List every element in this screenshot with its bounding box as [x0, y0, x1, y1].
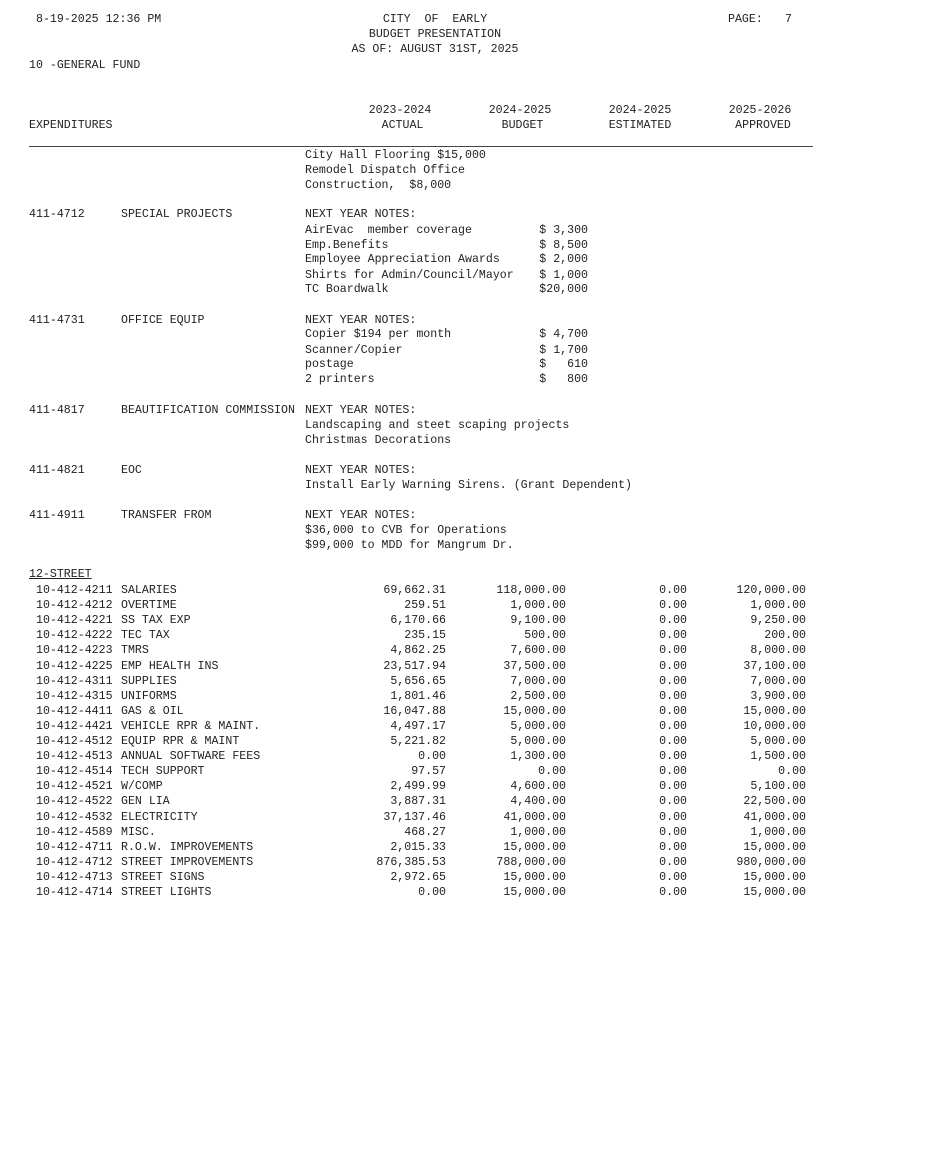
- cell-budget: 9,100.00: [510, 614, 566, 627]
- note-amount: $ 4,700: [539, 328, 588, 341]
- note-amount: $ 610: [539, 358, 588, 371]
- note-line: Scanner/Copier: [305, 344, 403, 357]
- cell-approved: 15,000.00: [743, 841, 806, 854]
- cell-approved: 200.00: [764, 629, 806, 642]
- note-line: Employee Appreciation Awards: [305, 253, 500, 266]
- cell-estimated: 0.00: [659, 750, 687, 763]
- cell-code: 10-412-4221: [36, 614, 113, 627]
- cell-budget: 1,000.00: [510, 826, 566, 839]
- cell-estimated: 0.00: [659, 720, 687, 733]
- note-line: 2 printers: [305, 373, 375, 386]
- page-number: 7: [785, 13, 792, 26]
- cell-approved: 37,100.00: [743, 660, 806, 673]
- note-line: TC Boardwalk: [305, 283, 389, 296]
- cell-code: 10-412-4714: [36, 886, 113, 899]
- cell-budget: 4,600.00: [510, 780, 566, 793]
- cell-actual: 2,972.65: [390, 871, 446, 884]
- cell-estimated: 0.00: [659, 765, 687, 778]
- cell-code: 10-412-4521: [36, 780, 113, 793]
- cell-actual: 876,385.53: [376, 856, 446, 869]
- note-line: Emp.Benefits: [305, 239, 389, 252]
- fund-label: 10 -GENERAL FUND: [29, 59, 141, 72]
- cell-code: 10-412-4311: [36, 675, 113, 688]
- account-code: 411-4731: [29, 314, 85, 327]
- cell-estimated: 0.00: [659, 795, 687, 808]
- cell-budget: 2,500.00: [510, 690, 566, 703]
- cell-budget: 1,000.00: [510, 599, 566, 612]
- cell-actual: 97.57: [411, 765, 446, 778]
- city-title: CITY OF EARLY: [382, 13, 488, 26]
- cell-actual: 23,517.94: [383, 660, 446, 673]
- account-name: OFFICE EQUIP: [121, 314, 205, 327]
- cell-estimated: 0.00: [659, 629, 687, 642]
- cell-code: 10-412-4315: [36, 690, 113, 703]
- cell-name: TEC TAX: [121, 629, 170, 642]
- cell-code: 10-412-4513: [36, 750, 113, 763]
- cell-name: SALARIES: [121, 584, 177, 597]
- account-code: 411-4821: [29, 464, 85, 477]
- cell-approved: 1,000.00: [750, 826, 806, 839]
- cell-code: 10-412-4713: [36, 871, 113, 884]
- notes-heading: NEXT YEAR NOTES:: [305, 314, 417, 327]
- account-code: 411-4817: [29, 404, 85, 417]
- account-name: EOC: [121, 464, 142, 477]
- cell-actual: 5,221.82: [390, 735, 446, 748]
- note-line: Christmas Decorations: [305, 434, 452, 447]
- note-line: $36,000 to CVB for Operations: [305, 524, 507, 537]
- cell-estimated: 0.00: [659, 690, 687, 703]
- note-line: Install Early Warning Sirens. (Grant Dependent): [305, 479, 632, 492]
- cell-actual: 4,497.17: [390, 720, 446, 733]
- note-amount: $ 800: [539, 373, 588, 386]
- cell-name: SUPPLIES: [121, 675, 177, 688]
- cell-budget: 15,000.00: [503, 886, 566, 899]
- note-amount: $ 2,000: [539, 253, 588, 266]
- cell-budget: 0.00: [538, 765, 566, 778]
- note-line: Copier $194 per month: [305, 328, 452, 341]
- cell-approved: 15,000.00: [743, 705, 806, 718]
- cell-budget: 5,000.00: [510, 735, 566, 748]
- cell-code: 10-412-4514: [36, 765, 113, 778]
- cell-actual: 1,801.46: [390, 690, 446, 703]
- notes-heading: NEXT YEAR NOTES:: [305, 208, 417, 221]
- cell-approved: 0.00: [778, 765, 806, 778]
- header-divider: [29, 146, 813, 147]
- cell-budget: 5,000.00: [510, 720, 566, 733]
- cell-actual: 6,170.66: [390, 614, 446, 627]
- note-line: Remodel Dispatch Office: [305, 164, 466, 177]
- cell-estimated: 0.00: [659, 599, 687, 612]
- cell-code: 10-412-4712: [36, 856, 113, 869]
- cell-budget: 1,300.00: [510, 750, 566, 763]
- cell-budget: 7,000.00: [510, 675, 566, 688]
- col-estimated-year: 2024-2025: [608, 104, 672, 117]
- cell-budget: 500.00: [524, 629, 566, 642]
- cell-budget: 15,000.00: [503, 871, 566, 884]
- col-approved-year: 2025-2026: [728, 104, 792, 117]
- cell-estimated: 0.00: [659, 886, 687, 899]
- cell-approved: 10,000.00: [743, 720, 806, 733]
- report-datetime: 8-19-2025 12:36 PM: [36, 13, 162, 26]
- cell-code: 10-412-4411: [36, 705, 113, 718]
- cell-estimated: 0.00: [659, 675, 687, 688]
- account-code: 411-4712: [29, 208, 85, 221]
- cell-code: 10-412-4589: [36, 826, 113, 839]
- cell-approved: 120,000.00: [736, 584, 806, 597]
- cell-estimated: 0.00: [659, 871, 687, 884]
- cell-name: OVERTIME: [121, 599, 177, 612]
- cell-budget: 37,500.00: [503, 660, 566, 673]
- cell-approved: 1,000.00: [750, 599, 806, 612]
- cell-name: STREET SIGNS: [121, 871, 205, 884]
- cell-approved: 15,000.00: [743, 886, 806, 899]
- note-amount: $ 1,000: [539, 269, 588, 282]
- cell-actual: 37,137.46: [383, 811, 446, 824]
- note-amount: $ 1,700: [539, 344, 588, 357]
- cell-code: 10-412-4211: [36, 584, 113, 597]
- cell-budget: 15,000.00: [503, 841, 566, 854]
- cell-approved: 5,000.00: [750, 735, 806, 748]
- cell-budget: 4,400.00: [510, 795, 566, 808]
- cell-estimated: 0.00: [659, 826, 687, 839]
- cell-estimated: 0.00: [659, 660, 687, 673]
- cell-actual: 2,015.33: [390, 841, 446, 854]
- account-name: SPECIAL PROJECTS: [121, 208, 233, 221]
- note-line: postage: [305, 358, 354, 371]
- cell-name: STREET LIGHTS: [121, 886, 212, 899]
- cell-approved: 22,500.00: [743, 795, 806, 808]
- cell-estimated: 0.00: [659, 705, 687, 718]
- cell-budget: 7,600.00: [510, 644, 566, 657]
- cell-name: UNIFORMS: [121, 690, 177, 703]
- note-amount: $20,000: [539, 283, 588, 296]
- cell-estimated: 0.00: [659, 841, 687, 854]
- cell-approved: 3,900.00: [750, 690, 806, 703]
- cell-approved: 9,250.00: [750, 614, 806, 627]
- note-line: City Hall Flooring $15,000: [305, 149, 486, 162]
- col-approved-label: APPROVED: [735, 119, 791, 132]
- cell-estimated: 0.00: [659, 811, 687, 824]
- cell-estimated: 0.00: [659, 856, 687, 869]
- cell-estimated: 0.00: [659, 614, 687, 627]
- cell-code: 10-412-4421: [36, 720, 113, 733]
- cell-name: EMP HEALTH INS: [121, 660, 219, 673]
- cell-approved: 7,000.00: [750, 675, 806, 688]
- cell-actual: 259.51: [404, 599, 446, 612]
- note-amount: $ 3,300: [539, 224, 588, 237]
- cell-name: SS TAX EXP: [121, 614, 191, 627]
- report-date: AS OF: AUGUST 31ST, 2025: [351, 43, 519, 56]
- cell-name: GEN LIA: [121, 795, 170, 808]
- cell-approved: 8,000.00: [750, 644, 806, 657]
- expenditures-label: EXPENDITURES: [29, 119, 113, 132]
- cell-actual: 468.27: [404, 826, 446, 839]
- cell-budget: 788,000.00: [496, 856, 566, 869]
- report-title: BUDGET PRESENTATION: [368, 28, 502, 41]
- cell-actual: 2,499.99: [390, 780, 446, 793]
- note-line: Landscaping and steet scaping projects: [305, 419, 570, 432]
- cell-approved: 15,000.00: [743, 871, 806, 884]
- cell-name: R.O.W. IMPROVEMENTS: [121, 841, 254, 854]
- cell-code: 10-412-4222: [36, 629, 113, 642]
- notes-heading: NEXT YEAR NOTES:: [305, 404, 417, 417]
- cell-name: W/COMP: [121, 780, 163, 793]
- cell-name: EQUIP RPR & MAINT: [121, 735, 240, 748]
- cell-estimated: 0.00: [659, 644, 687, 657]
- department-title: 12-STREET: [29, 568, 92, 581]
- cell-name: VEHICLE RPR & MAINT.: [121, 720, 261, 733]
- note-line: Shirts for Admin/Council/Mayor: [305, 269, 514, 282]
- col-estimated-label: ESTIMATED: [608, 119, 672, 132]
- page-label: PAGE:: [728, 13, 763, 26]
- cell-code: 10-412-4711: [36, 841, 113, 854]
- col-actual-year: 2023-2024: [368, 104, 432, 117]
- cell-actual: 0.00: [418, 750, 446, 763]
- cell-code: 10-412-4532: [36, 811, 113, 824]
- cell-actual: 4,862.25: [390, 644, 446, 657]
- cell-actual: 3,887.31: [390, 795, 446, 808]
- cell-actual: 69,662.31: [383, 584, 446, 597]
- cell-name: TECH SUPPORT: [121, 765, 205, 778]
- notes-heading: NEXT YEAR NOTES:: [305, 464, 417, 477]
- col-budget-label: BUDGET: [501, 119, 544, 132]
- col-actual-label: ACTUAL: [381, 119, 424, 132]
- cell-actual: 235.15: [404, 629, 446, 642]
- note-line: Construction, $8,000: [305, 179, 452, 192]
- cell-name: STREET IMPROVEMENTS: [121, 856, 254, 869]
- cell-approved: 5,100.00: [750, 780, 806, 793]
- cell-name: TMRS: [121, 644, 149, 657]
- cell-code: 10-412-4223: [36, 644, 113, 657]
- cell-name: ANNUAL SOFTWARE FEES: [121, 750, 261, 763]
- cell-name: MISC.: [121, 826, 156, 839]
- cell-name: ELECTRICITY: [121, 811, 198, 824]
- cell-actual: 0.00: [418, 886, 446, 899]
- note-line: AirEvac member coverage: [305, 224, 472, 237]
- note-line: $99,000 to MDD for Mangrum Dr.: [305, 539, 514, 552]
- account-code: 411-4911: [29, 509, 85, 522]
- cell-budget: 15,000.00: [503, 705, 566, 718]
- notes-heading: NEXT YEAR NOTES:: [305, 509, 417, 522]
- cell-budget: 41,000.00: [503, 811, 566, 824]
- cell-estimated: 0.00: [659, 780, 687, 793]
- account-name: TRANSFER FROM: [121, 509, 212, 522]
- cell-approved: 1,500.00: [750, 750, 806, 763]
- cell-approved: 41,000.00: [743, 811, 806, 824]
- cell-approved: 980,000.00: [736, 856, 806, 869]
- cell-actual: 5,656.65: [390, 675, 446, 688]
- cell-code: 10-412-4512: [36, 735, 113, 748]
- cell-code: 10-412-4212: [36, 599, 113, 612]
- cell-actual: 16,047.88: [383, 705, 446, 718]
- cell-code: 10-412-4225: [36, 660, 113, 673]
- cell-estimated: 0.00: [659, 584, 687, 597]
- col-budget-year: 2024-2025: [488, 104, 552, 117]
- cell-code: 10-412-4522: [36, 795, 113, 808]
- cell-estimated: 0.00: [659, 735, 687, 748]
- cell-budget: 118,000.00: [496, 584, 566, 597]
- note-amount: $ 8,500: [539, 239, 588, 252]
- account-name: BEAUTIFICATION COMMISSION: [121, 404, 295, 417]
- cell-name: GAS & OIL: [121, 705, 184, 718]
